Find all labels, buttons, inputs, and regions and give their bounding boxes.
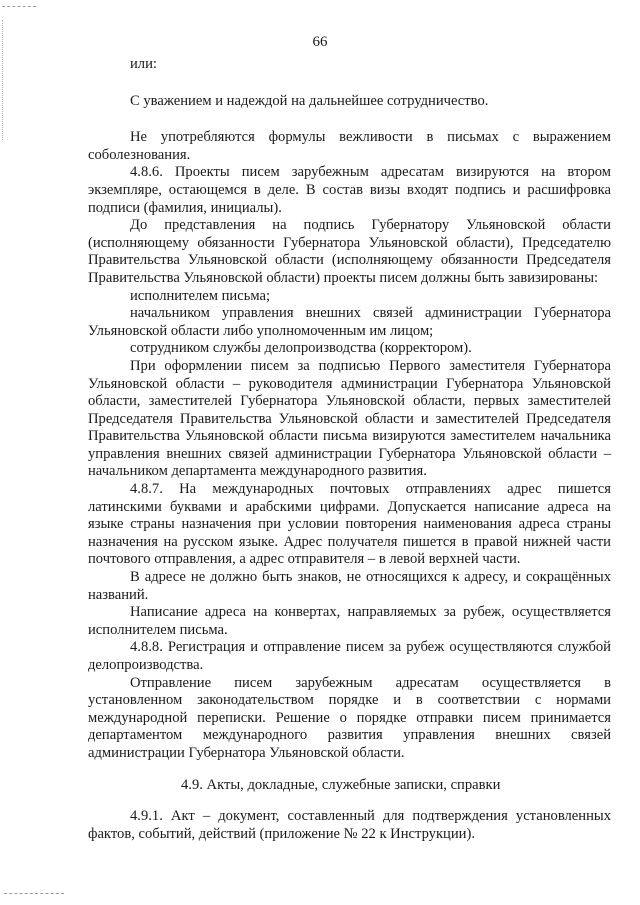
list-item: начальником управления внешних связей администрации Губернатора Ульяновской области либо уполномоченным им лицом; — [88, 305, 611, 339]
paragraph-4-8-6: 4.8.6. Проекты писем зарубежным адресатам визируются на втором экземпляре, остающемся в деле. В состав визы входят подпись и расшифровка подписи (фамилия, инициалы). — [88, 164, 611, 216]
greeting-example: С уважением и надеждой на дальнейшее сотрудничество. — [130, 92, 489, 109]
paragraph-4-8-7: 4.8.7. На международных почтовых отправлениях адрес пишется латинскими буквами и арабскими цифрами. Допускается написание адреса на языке страны назначения при условии повторения наименования адреса страны назначения на русском языке. Адрес получателя пишется в правой нижней части почтового отправления, а адрес отправителя – в левой верхней части. — [88, 481, 611, 568]
paragraph-first-deputy: При оформлении писем за подписью Первого заместителя Губернатора Ульяновской области – руководителя администрации Губернатора Ульяновской области, заместителей Губернатора Ульяновской области, первых заместителей Председателя Правительства Ульяновской области и заместителей Председателя Правительства Ульяновской области письма визируются заместителем начальника управления внешних связей администрации Губернатора Ульяновской области – начальником департамента международного развития. — [88, 357, 611, 480]
paragraph-4-8-8: 4.8.8. Регистрация и отправление писем за рубеж осуществляются службой делопроизводства. — [88, 639, 611, 673]
page-number: 66 — [312, 34, 328, 50]
paragraph-4-9-1: 4.9.1. Акт – документ, составленный для подтверждения установленных фактов, событий, действий (приложение № 22 к Инструкции). — [88, 808, 611, 842]
line-ili: или: — [130, 56, 157, 72]
paragraph-condolence: Не употребляются формулы вежливости в письмах с выражением соболезнования. — [88, 129, 611, 163]
paragraph-envelopes: Написание адреса на конвертах, направляемых за рубеж, осуществляется исполнителем письма. — [88, 604, 611, 638]
list-item: сотрудником службы делопроизводства (корректором). — [130, 340, 472, 357]
paragraph-sending: Отправление писем зарубежным адресатам осуществляется в установленном законодательством порядке и в соответствии с нормами международной переписки. Решение о порядке отправки писем принимается департаментом международного развития управления внешних связей администрации Губернатора Ульяновской области. — [88, 674, 611, 761]
document-body — [88, 56, 611, 843]
list-item: исполнителем письма; — [130, 287, 271, 304]
scan-edge-mark — [2, 6, 36, 8]
paragraph-no-signs: В адресе не должно быть знаков, не относящихся к адресу, и сокращённых названий. — [88, 569, 611, 603]
section-heading-4-9: 4.9. Акты, докладные, служебные записки, справки — [181, 776, 501, 793]
paragraph-before-signature: До представления на подпись Губернатору Ульяновской области (исполняющему обязанности Губернатора Ульяновской области), Председателю Правительства Ульяновской области (исполняющему обязанности Председателя Правительства Ульяновской области) проекты писем должны быть завизированы: — [88, 217, 611, 286]
scan-edge-mark — [4, 893, 64, 895]
